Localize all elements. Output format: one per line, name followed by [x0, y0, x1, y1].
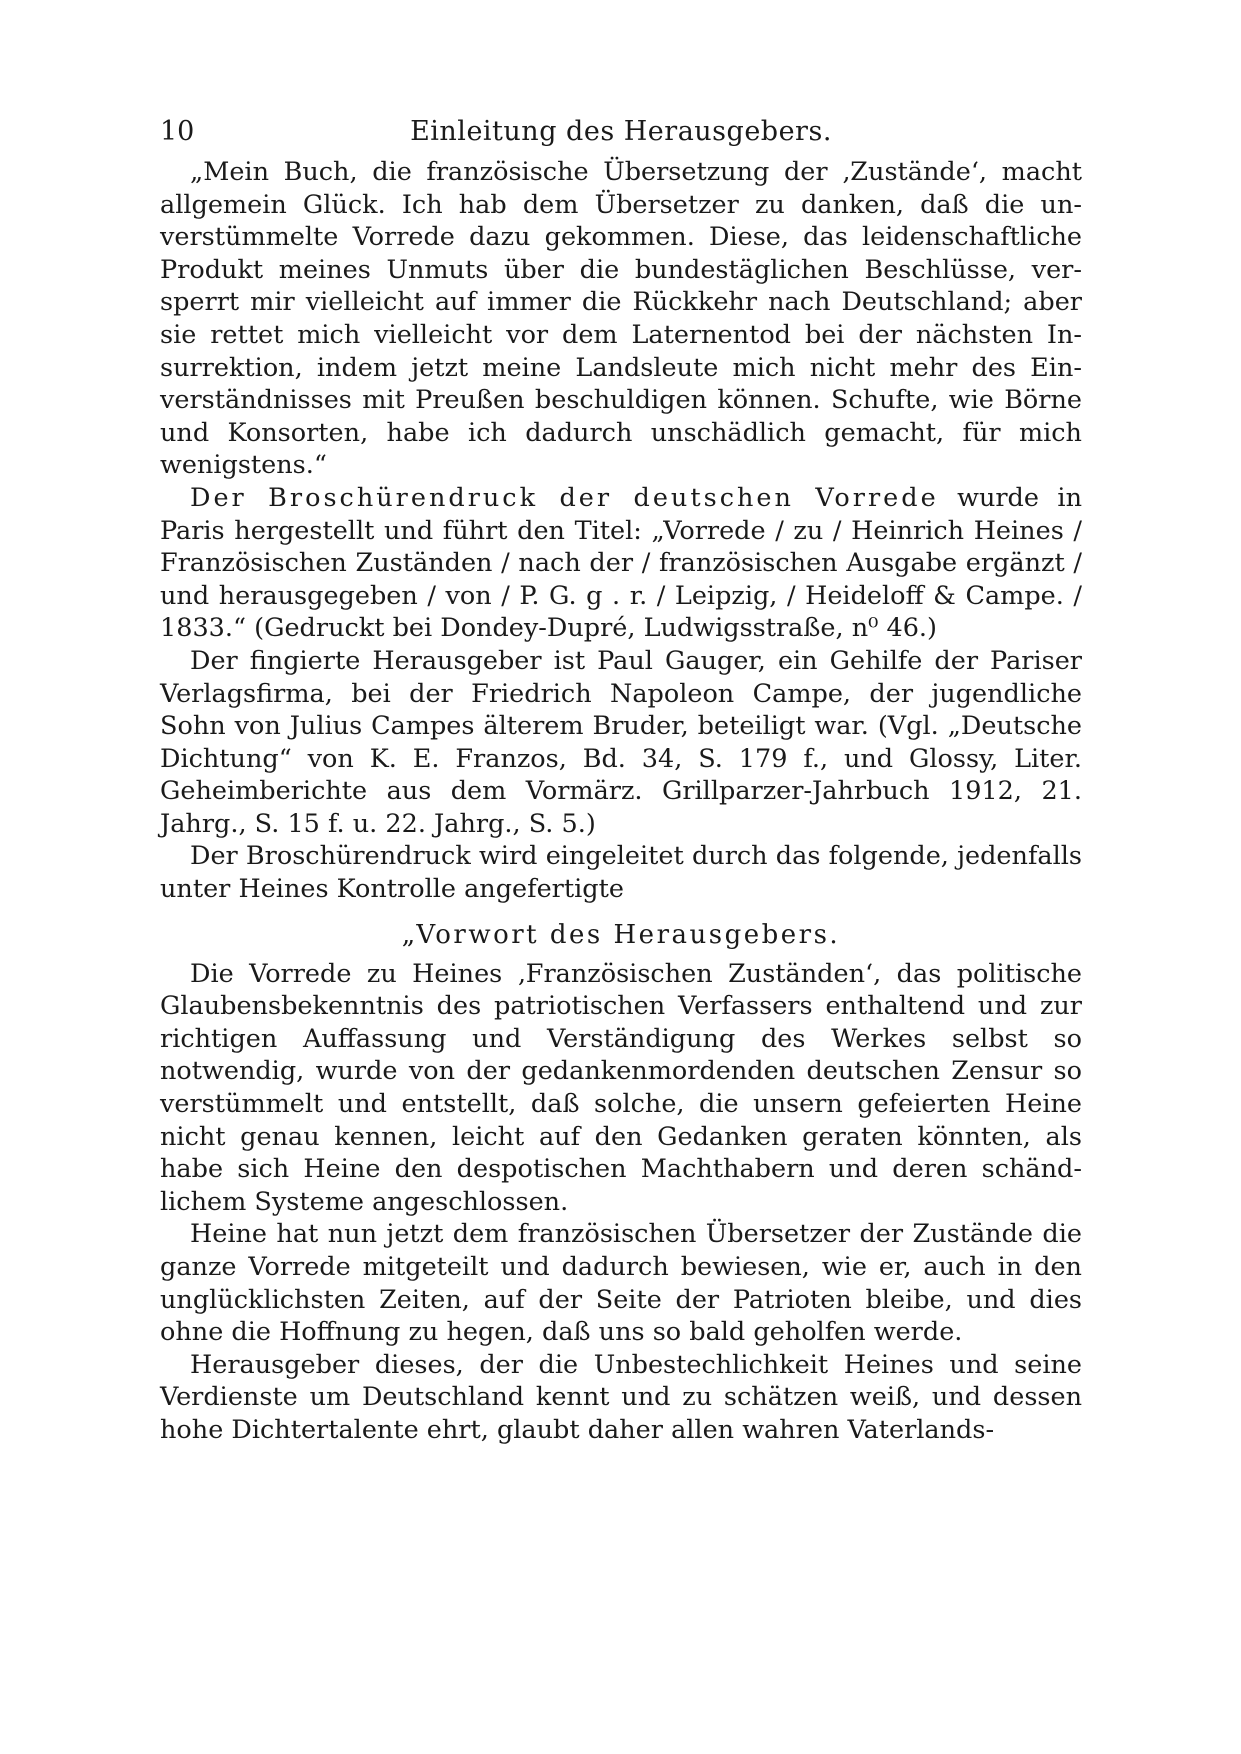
- brochure-paragraph: [160, 482, 1082, 645]
- section-heading: „Vorwort des Herausgebers.: [401, 919, 841, 950]
- running-title: Einleitung des Herausgebers.: [410, 116, 832, 147]
- foreword-paragraph: Herausgeber dieses, der die Unbestechlichkeit Heines und seine Verdienste um Deutschland kennt und zu schätzen weiß, und dessen hohe Dichtertalente ehrt, glaubt daher allen wahren Vaterlands-: [160, 1349, 1082, 1445]
- quote-paragraph: „Mein Buch, die französische Übersetzung der ‚Zustände‘, macht allgemein Glück. Ich hab dem Übersetzer zu danken, daß die unverstümmelte Vorrede dazu gekommen. Diese, das leidenschaftliche Produkt meines Unmuts über die bundestäglichen Beschlüsse, versperrt mir vielleicht auf immer die Rückkehr nach Deutschland; aber sie rettet mich vielleicht vor dem Laternentod bei der nächsten Insurrektion, indem jetzt meine Landsleute mich nicht mehr des Einverständnisses mit Preußen beschuldigen können. Schufte, wie Börne und Konsorten, habe ich dadurch unschädlich gemacht, für mich wenigstens.“: [160, 157, 1082, 481]
- introduction-paragraph: Der Broschürendruck wird eingeleitet durch das folgende, jedenfalls unter Heines Kontrolle angefertigte: [160, 841, 1082, 905]
- foreword-paragraph: Die Vorrede zu Heines ‚Französischen Zuständen‘, das politische Glaubensbekenntnis des patriotischen Verfassers enthaltend und zur richtigen Auffassung und Verständigung des Werkes selbst so notwendig, wurde von der gedankenmordenden deutschen Zensur so verstümmelt und entstellt, daß solche, die unsern gefeierten Heine nicht genau kennen, leicht auf den Gedanken geraten könnten, als habe sich Heine den despotischen Machthabern und deren schändlichem Systeme angeschlossen.: [160, 958, 1082, 1217]
- running-head: [160, 108, 1082, 156]
- publisher-paragraph: Der fingierte Herausgeber ist Paul Gauger, ein Gehilfe der Pariser Verlagsfirma, bei der Friedrich Napoleon Campe, der jugendliche Sohn von Julius Campes älterem Bruder, beteiligt war. (Vgl. „Deutsche Dichtung“ von K. E. Franzos, Bd. 34, S. 179 f., und Glossy, Liter. Geheimberichte aus dem Vormärz. Grillparzer-Jahrbuch 1912, 21. Jahrg., S. 15 f. u. 22. Jahrg., S. 5.): [160, 645, 1082, 839]
- brochure-paragraph-rest: wurde in Paris hergestellt und führt den Titel: „Vorrede / zu / Heinrich Heines / Französischen Zuständen / nach der / französischen Ausgabe ergänzt / und herausgegeben / von / P. G. g . r. / Leipzig, / Heideloff & Campe. / 1833.“ (Gedruckt bei Dondey-Dupré, Ludwigsstraße, n⁰ 46.): [160, 482, 1082, 644]
- brochure-spaced-lead: Der Broschürendruck der deutschen Vorrede: [190, 482, 939, 513]
- foreword-paragraph: Heine hat nun jetzt dem französischen Übersetzer der Zustände die ganze Vorrede mitgeteilt und dadurch bewiesen, wie er, auch in den unglücklichsten Zeiten, auf der Seite der Patrioten bleibe, und dies ohne die Hoffnung zu hegen, daß uns so bald geholfen werde.: [160, 1219, 1082, 1348]
- page-number: 10: [160, 116, 195, 147]
- page: [160, 108, 1082, 1447]
